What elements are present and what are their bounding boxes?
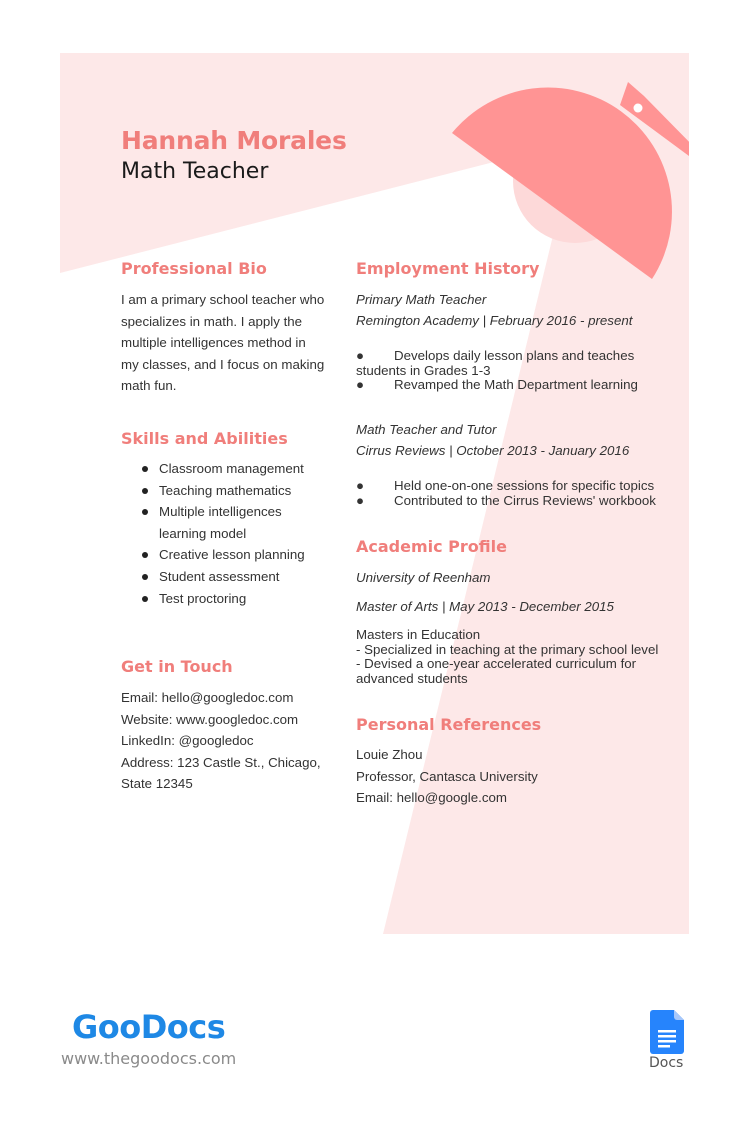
person-name: Hannah Morales — [121, 126, 347, 155]
bio-line: my classes, and I focus on making — [121, 356, 325, 372]
list-item: Teaching mathematics — [121, 480, 321, 502]
job-2-org: Cirrus Reviews | October 2013 - January 2016 — [356, 443, 630, 458]
resume-page — [60, 53, 689, 934]
list-item: ● Held one-on-one sessions for specific topics — [356, 478, 655, 493]
job-1-title: Primary Math Teacher — [356, 292, 487, 307]
list-item: ● Develops daily lesson plans and teaches — [356, 348, 635, 363]
contact-linkedin: LinkedIn: @googledoc — [121, 733, 254, 748]
contact-address: Address: 123 Castle St., Chicago, — [121, 754, 321, 770]
contact-block — [121, 687, 351, 795]
contact-website: Website: www.googledoc.com — [121, 711, 299, 727]
job-title: Math Teacher — [121, 159, 269, 184]
job-1-bullets — [356, 349, 656, 393]
list-item: Multiple intelligences learning model — [121, 501, 321, 544]
bio-line: specializes in math. I apply the — [121, 313, 303, 329]
reference-name: Louie Zhou — [356, 747, 423, 762]
job-2-bullets — [356, 479, 666, 508]
contact-heading: Get in Touch — [121, 657, 233, 676]
academic-details — [356, 628, 666, 686]
contact-address: State 12345 — [121, 776, 193, 791]
academic-line: - Specialized in teaching at the primary school level — [356, 641, 659, 657]
list-item: Classroom management — [121, 458, 321, 480]
bio-line: I am a primary school teacher who — [121, 292, 325, 307]
google-docs-icon — [650, 1010, 684, 1054]
reference-email: Email: hello@google.com — [356, 790, 507, 805]
bio-line: math fun. — [121, 378, 177, 393]
reference-position: Professor, Cantasca University — [356, 768, 538, 784]
list-item: Creative lesson planning — [121, 544, 321, 566]
list-item: ● Revamped the Math Department learning — [356, 377, 638, 393]
list-item-continued: students in Grades 1-3 — [356, 362, 491, 378]
references-block — [356, 744, 616, 809]
skills-list — [121, 458, 321, 609]
academic-school: University of Reenham — [356, 570, 491, 585]
footer-url: www.thegoodocs.com — [61, 1049, 237, 1068]
list-item: Student assessment — [121, 566, 321, 588]
logo-text-part1: Goo — [72, 1008, 141, 1046]
bio-text — [121, 289, 341, 397]
docs-label: Docs — [649, 1055, 684, 1071]
list-item: ● Contributed to the Cirrus Reviews' workbook — [356, 492, 656, 508]
job-1-org: Remington Academy | February 2016 - present — [356, 313, 633, 328]
bio-heading: Professional Bio — [121, 259, 267, 278]
references-heading: Personal References — [356, 715, 542, 734]
goodocs-logo — [72, 1008, 225, 1046]
academic-line: - Devised a one-year accelerated curriculum for — [356, 656, 637, 672]
list-item: Test proctoring — [121, 588, 321, 610]
academic-degree: Master of Arts | May 2013 - December 2015 — [356, 599, 614, 614]
bio-line: multiple intelligences method in — [121, 335, 306, 350]
academic-line: Masters in Education — [356, 627, 481, 642]
skills-heading: Skills and Abilities — [121, 429, 288, 448]
academic-heading: Academic Profile — [356, 537, 507, 556]
employment-heading: Employment History — [356, 259, 540, 278]
logo-text-part2: Docs — [140, 1008, 226, 1046]
academic-line: advanced students — [356, 670, 468, 686]
contact-email: Email: hello@googledoc.com — [121, 690, 294, 705]
job-2-title: Math Teacher and Tutor — [356, 422, 497, 437]
lamp-joint — [634, 104, 643, 113]
